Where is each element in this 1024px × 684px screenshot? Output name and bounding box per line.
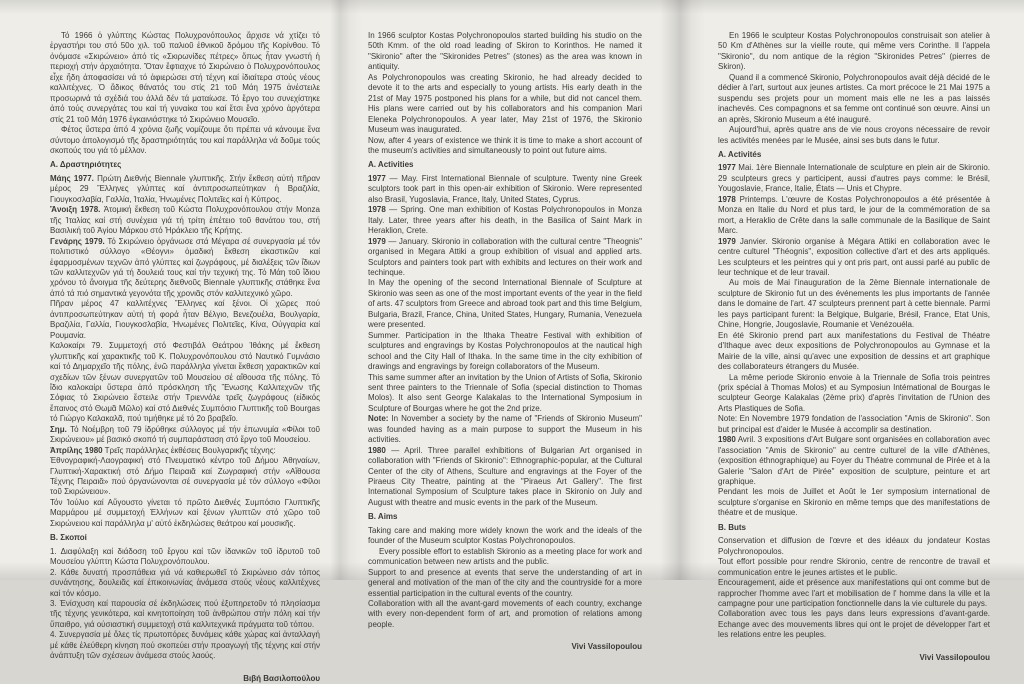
- paragraph-text: Every possible effort to establish Skironio as a meeting place for work and communication between new artists and the public.: [368, 546, 642, 567]
- paragraph-text: — January. Skironio in collaboration with the cultural centre "Theognis" organised in Megara Attiki a group exhibition of visual and applied arts. Sculptors and painters took part with exhibits and lectures on their work and techinque.: [368, 236, 642, 277]
- paragraph-text: Τό 1966 ὁ γλύπτης Κώστας Πολυχρονόπουλος ἄρχισε νά χτίζει τό ἐργαστήρι του στό 50ο χιλ. τοῦ παλιοῦ ἐθνικοῦ δρόμου τῆς Κορίνθου. Τό ὀνόμασε «Σκιρώνειο» ἀπό τίς «Σκιρωνίδες πέτρες» ὅπως ἦταν γνωστή ἡ περιοχή στήν ἀρχαιότητα. Ὅταν ἔφτιαχνε τό Σκιρώνειο ὁ Πολυχρονόπουλος εἶχε ἤδη ἀποφασίσει νά τό ἀφιερώσει στή τέχνη καί ἰδιαίτερα στούς νέους καλλιτέχνες. Ὁ ἄδικος θάνατός του στίς 21 τοῦ Μάη 1975 ἀνέστειλε προσωρινά τά σχέδιά του ἀλλά δέν τά ματαίωσε. Τό ἔργο του συνεχίστηκε ἀπό τούς συνεργάτες του καί τή γυναίκα του καί ἔτσι ἕνα χρόνο ἀργότερα στίς 21 τοῦ Μάη 1976 ἐγκαινιάστηκε τό Σκιρώνειο Μουσεῖο.: [50, 31, 320, 124]
- paragraph-text: Ἐθνογραφική-Λαογραφική στό Πνευματικό κέντρο τοῦ Δήμου Ἀθηναίων, Γλυπτική-Χαρακτική στό Δήμο Πειραιᾶ καί Ζωγραφική στήν «Αἴθουσα Τέχνης Πειραιᾶ» πού ὀργανώνονται σέ συνεργασία μέ τόν σύλλογο «Φίλοι τοῦ Σκιρώνειου».: [50, 456, 320, 497]
- paragraph: [718, 435, 990, 487]
- paragraph: [368, 174, 642, 205]
- author-signature: Βιβή Βασιλοπούλου: [243, 673, 320, 683]
- paragraph-lead: 1978: [368, 205, 386, 215]
- paragraph: [50, 599, 320, 630]
- paragraph: [718, 536, 990, 557]
- paragraph-text: Pendant les mois de Juillet et Août le 1er symposium international de sculpture s'organise en Skironio en même temps que des manifestations de théatre et de musique.: [718, 487, 990, 518]
- paragraph-lead: Ἀπρίλης 1980: [50, 445, 103, 455]
- section-heading: B. Buts: [718, 522, 746, 532]
- paragraph: [718, 278, 990, 330]
- paragraph-text: Support to and presence at events that serve the understanding of art in general and motivation of the man of the city and the countryside for a more essential participation in the cultural events of the country.: [368, 567, 642, 598]
- paragraph-lead: Μάης 1977.: [50, 173, 94, 183]
- paragraph: [368, 526, 642, 547]
- paragraph-lead: 1977: [368, 173, 386, 183]
- paragraph-text: 4. Συνεργασία μέ ὅλες τίς πρωτοπόρες δυνάμεις κάθε χώρας καί ἀνταλλαγή μέ κάθε ἐλεύθερη κίνηση πού σκοπεύει στήν προαγωγή τῆς τέχνης καί στήν ἀνάπτυξη τῶν σχέσεων ἀνάμεσα στούς λαούς.: [50, 630, 320, 661]
- paragraph-lead: 1977: [718, 163, 736, 173]
- paragraph: [50, 456, 320, 498]
- paragraph-text: This same summer after an invitation by the Union of Artists of Sofia, Skironio sent three painters to the Triennale of Sofia (special distinction to Thomas Molos). It also sent George Kalakalas to the International Symposium in Sculpture of Bourgas where he got the 2nd prize.: [368, 372, 642, 413]
- paragraph-text: Τρεῖς παράλληλες ἐκθέσεις Βουλγαρικῆς τέχνης:: [102, 445, 276, 455]
- paragraph: [368, 373, 642, 415]
- paragraph: [368, 31, 642, 73]
- paragraph-text: Aujourd'hui, après quatre ans de vie nous croyons nécessaire de revoir les activités menées par le Musée, ainsi ses buts dans le futur.: [718, 125, 990, 145]
- paragraph-text: Φέτος ὕστερα ἀπό 4 χρόνια ζωῆς νομίζουμε ὅτι πρέπει νά κάνουμε ἕνα σύντομο ἀπολογισμό τῆς δραστηριότητάς του καί παράλληλα νά δοῦμε τούς σκοπούς του γιά τό μέλλον.: [50, 125, 320, 155]
- paragraph: [718, 237, 990, 279]
- paragraph-text: Tout effort possible pour rendre Skironio, centre de rencontre de travail et communication entre le jeunes artistes et le public.: [718, 557, 990, 577]
- paragraph: [50, 630, 320, 661]
- paragraph-text: Note: En Novembre 1979 fondation de l'association "Amis de Skironio". Son but principal est d'aider le Musée à accomplir sa destination.: [718, 414, 990, 434]
- paragraph: [50, 31, 320, 125]
- paragraph-text: Au mois de Mai l'inauguration de la 2ème Biennale internationale de sculpture de Skironio fut un des événements les plus importants de l'année dans le domaine de l'art. 47 sculpteurs prennent part à cette biennale. Parmi les pays participant furent: la Belgique, Bulgarie, Brésil, France, Etat Unis, Chine, Hongrie, Jougoslavie, Roumanie et Venézouéla.: [718, 278, 990, 330]
- paragraph-text: Collaboration avec tous les pays dans leurs expressions d'avant-garde. Echange avec des mouvements libres qui ont le projet de développer l'art et les relations entre les peuples.: [718, 609, 990, 640]
- paragraph: [50, 568, 320, 599]
- paragraph-text: In 1966 sculptor Kostas Polychronopoulos started building his studio on the 50th Kmm. of the old road leading of Skiron to Korinthos. He named it "Skironio" after the "Skironides Petres" (stones) as the area was known in antiquity.: [368, 31, 642, 72]
- paragraph-text: Now, after 4 years of existence we think it is time to make a short account of the museum's activities and simultaneously to point out future aims.: [368, 135, 642, 155]
- paragraph-text: Printemps. L'œuvre de Kostas Polychronopoulos a été présentée à Monza en Italie du Nord et plus tard, le jour de la commémoration de sa mort, a Heraklio de Crête dans la salle communale de la Basilique de Saint Marc.: [718, 194, 990, 236]
- author-signature: Vivi Vassilopoulou: [919, 652, 990, 662]
- paragraph-text: Ἀτομική ἔκθεση τοῦ Κώστα Πολυχρονόπουλου στήν Monza τῆς Ἰταλίας καί στή συνέχεια γιά τή τρίτη ἐπέτειο τοῦ θανάτου του, στή Βασιλική τοῦ Ἁγίου Μάρκου στό Ἡράκλειο τῆς Κρήτης.: [50, 205, 320, 236]
- paragraph-text: As Polychronopoulos was creating Skironio, he had already decided to devote it to the arts and especially to young artists. His early death in the 21st of May 1975 postponed his plans for a while, but did not cancel them. His plans were carried out by his collaborators and his companion Mari Eleneka Polychronopoulos. A year later, May 21st of 1976, the Skironio Museum was inaugurated.: [368, 72, 642, 135]
- paragraph-text: En été Skironio prend part aux manifestations du Festival de Théatre d'Ithaque avec deux expositions de Polychronopoulos au Gymnase et la Mairie de la ville, ainsi qu'avec une exposition de dessins et art graphique des collaborateurs étrangers du Musée.: [718, 330, 990, 372]
- paragraph-text: Collaboration with all the avant-gard movements of each country, exchange with every non-dependent form of art, and promotion of relations among people.: [368, 599, 642, 629]
- paragraph: [50, 125, 320, 156]
- paragraph-text: Quand il a commencé Skironio, Polychronopoulos avait déjà décidé de le dédier à l'art, surtout aux jeunes artistes. Ca mort précoce le 21 Mai 1975 a suspendu ses projets pour un moment mais elle ne les a pas laissés inachevés. Ces compagnons et sa femme ont continué son œuvre. Ainsi un an après, Skironio Museum a été inauguré.: [718, 72, 990, 124]
- paragraph: [718, 73, 990, 125]
- paragraph-text: — May. First International Biennale of sculpture. Twenty nine Greek sculptors took part in this open-air exhibition of Skironio. Were represented also Brasil, Yugoslavia, France, Italy, United States, Cyprus.: [368, 173, 642, 204]
- paragraph: [718, 31, 990, 73]
- paragraph: [368, 568, 642, 599]
- paragraph: [718, 557, 990, 578]
- paragraph-text: — Spring. One man exhibition of Kostas Polychronopoulos in Monza Italy. Later, three years after his death, in the Basilica of Saint Mark in Heraklion, Crete.: [368, 205, 642, 236]
- paragraph-text: 2. Κάθε δυνατή προσπάθεια γιά νά καθιερωθεῖ τό Σκιρώνειο σάν τόπος συνάντησης, δουλειᾶς καί ἐπικοινωνίας ἀνάμεσα στούς νέους καλλιτέχνες καί τόν κόσμο.: [50, 567, 320, 598]
- paragraph-lead: Σημ.: [50, 424, 67, 434]
- english-column: [368, 31, 642, 653]
- paragraph: [50, 205, 320, 236]
- paragraph: [368, 331, 642, 373]
- paragraph-lead: 1979: [718, 236, 736, 246]
- paragraph-lead: 1980: [718, 435, 736, 445]
- paragraph: [368, 414, 642, 445]
- paragraph: [718, 195, 990, 237]
- paragraph-text: Τό Νοέμβρη τοῦ 79 ἱδρύθηκε σύλλογος μέ τήν ἐπωνυμία «Φίλοι τοῦ Σκιρώνειου» μέ βασικό σκοπό τή συμπαράσταση στό ἔργο τοῦ Μουσείου.: [50, 424, 320, 445]
- paragraph: [718, 331, 990, 373]
- paragraph-text: En 1966 le sculpteur Kostas Polychronopoulos construisait son atelier à 50 Km d'Athènes sur la vieille route, qui même vers Corinthe. Il l'appela "Skironio", du nom antique de la région "Skironides Petres" (pierres de Skiron).: [718, 31, 990, 72]
- paragraph-lead: 1979: [368, 236, 386, 246]
- paragraph-text: Καλοκαίρι 79. Συμμετοχή στό Φεστιβάλ Θεάτρου Ἰθάκης μέ ἔκθεση γλυπτικῆς καί χαρακτικῆς τοῦ Κ. Πολυχρονόπουλου στό Ναυτικό Γυμνάσιο καί τό Δημαρχεῖο τῆς πόλης, ἐνῶ παράλληλα γίνεται ἔκθεση χαρακτικῶν καί σχεδίων τῶν ξένων συνεργατῶν τοῦ Μουσείου σέ αἴθουσα τῆς πόλης. Τό ἴδιο καλοκαίρι ὕστερα ἀπό πρόσκληση τῆς Ἕνωσης Καλλιτεχνῶν τῆς Σόφιας τό Σκιρώνειο ἔστειλε στήν Τριεννάλε τρεῖς ζωγράφους (εἰδικός ἔπαινος στό Θωμᾶ Μῶλο) καί στό Διεθνές Συμπόσιο Γλυπτικῆς τοῦ Bourgas τό Γιώργο Καλακαλᾶ, πού τιμήθηκε μέ τό 2ο βραβεῖο.: [50, 341, 320, 424]
- paragraph: [50, 341, 320, 425]
- paragraph: [50, 446, 320, 456]
- paragraph: [718, 578, 990, 609]
- paragraph-lead: Note:: [368, 414, 389, 424]
- paragraph-text: Conservation et diffusion de l'œvre et des idéaux du jondateur Kostas Polychronopoulos.: [718, 536, 990, 556]
- paragraph-lead: 1980: [368, 445, 386, 455]
- paragraph: [718, 414, 990, 435]
- paragraph-text: Janvier. Skironio organise à Mégara Attiki en collaboration avec le centre culturel "Théognis", exposition collective d'art et des arts appliqués. Les sculpteurs et les peintres qui y ont pris part, ont aussi parlé au public de leur technique et de leur travail.: [718, 236, 990, 277]
- paragraph-text: Summer. Participation in the Ithaka Theatre Festival with exhibition of sculptures and engravings by Kostas Polychronopoulos at the nautical high school and the City Hall of Ithaka. In the same time in the city exhibition of drawings and engravings by foreign collaborators of the Museum.: [368, 330, 642, 372]
- paragraph-text: In May the opening of the second International Biennale of Sculpture at Skironio was seen as one of the most important events of the year in the field of arts. 47 sculptors from Greece and abroad took part and this time Belgium, Bulgaria, Brazil, France, China, United States, Hungary, Rumania, Venezuela were presented.: [368, 278, 642, 330]
- paragraph: [718, 487, 990, 518]
- paragraph: [368, 136, 642, 157]
- paragraph-text: Τό Σκιρώνειο ὀργάνωσε στά Μέγαρα σέ συνεργασία μέ τόν πολιτιστικό σύλλογο «Θέογνι» ὁμαδική ἔκθεση εἰκαστικῶν καί ἐφαρμοσμένων τεχνῶν ἀπό γλύπτες καί ζωγράφους, μέ διαλέξεις τῶν ἴδιων τῶν καλλιτεχνῶν γιά τή δουλειά τους καί τήν τεχνική της. Τό Μάη τοῦ ἴδιου χρόνου τό ἄνοιγμα τῆς δεύτερης διεθνοῦς Biennale γλυπτικῆς στάθηκε ἕνα ἀπό τά πιό σημαντικά γεγονότα τῆς χρονιᾶς στόν καλλιτεχνικό χῶρο.: [50, 236, 321, 298]
- section-heading: Β. Σκοποί: [50, 533, 87, 543]
- paragraph-text: — April. Three parallel exhibitions of Bulgarian Art organised in collaboration with "Friends of Skironio": Ethnographic-popular, at the Cultural Center of the city of Athens, Sculture and engravings at the Foyer of the Piraeus City Theatre, painting at the "Piraeus Art Gallery". The first International Symposium of Sculpture takes place in Skironio on July and August with theatre and music events in the park of the Museum.: [368, 445, 642, 507]
- paragraph-text: 3. Ἐνίσχυση καί παρουσία σέ ἐκδηλώσεις πού ἐξυπηρετοῦν τό πλησίασμα τῆς τέχνης γενικότερα, καί κινητοποίηση τοῦ ἀνθρώπου στήν πόλη καί τήν ὕπαιθρο, γιά οὐσιαστική συμμετοχή στά καλλιτεχνικά πράγματα τοῦ τόπου.: [50, 599, 320, 629]
- paragraph-text: 1. Διαφύλαξη καί διάδοση τοῦ ἔργου καί τῶν ἰδανικῶν τοῦ ἱδρυτοῦ τοῦ Μουσείου γλύπτη Κώστα Πολυχρονόπουλου.: [50, 546, 320, 567]
- paragraph-lead: Γενάρης 1979.: [50, 236, 105, 246]
- author-signature: Vivi Vassilopoulou: [571, 642, 642, 652]
- paragraph: [368, 237, 642, 279]
- paragraph-text: Πρώτη Διεθνής Biennale γλυπτικῆς. Στήν ἔκθεση αὐτή πῆραν μέρος 29 Ἕλληνες γλύπτες καί ἀντιπροσωπεύτηκαν ἡ Βραζιλία, Γιουγκοσλαβία, Γαλλία, Ἰταλία, Ἡνωμένες Πολιτεῖες καί ἡ Κύπρος.: [50, 173, 320, 204]
- paragraph: [718, 373, 990, 415]
- paragraph-text: Πῆραν μέρος 47 καλλιτέχνες Ἕλληνες καί ξένοι. Οἱ χῶρες πού ἀντιπροσωπεύτηκαν αὐτή τή φορά ἦταν Βέλγιο, Βενεζουέλα, Βουλγαρία, Βραζιλία, Γαλλία, Γιουγκοσλαβία, Ἡνωμένες Πολιτεῖες, Κίνα, Οὐγγαρία καί Ρουμανία.: [50, 299, 320, 340]
- paragraph-text: Taking care and making more widely known the work and the ideals of the founder of the Museum sculptor Kostas Polychronopoulos.: [368, 525, 642, 546]
- paragraph: [50, 547, 320, 568]
- section-heading: A. Activités: [718, 149, 762, 159]
- french-column: [718, 31, 990, 663]
- paragraph-text: Avril. 3 expositions d'Art Bulgare sont organisées en collaboration avec l'association "Amis de Skironio" au centre culturel de la ville d'Athènes, (exposition éthnographique) au Foyer du Théatre communal de Pirée et à la Galerie "Salon d'Art de Pirée" exposition de sculpture, peinture et art graphique.: [718, 435, 990, 487]
- paragraph-text: Mai. 1ère Biennale Internationale de sculpture en plein air de Skironio. 29 sculpteurs grecs y participent, aussi d'autres pays comme: le Brésil, Yougoslavie, France, Italie, États — Unis et Chypre.: [718, 163, 990, 194]
- paragraph-lead: 1978: [718, 194, 736, 204]
- paragraph: [50, 425, 320, 446]
- paragraph: [718, 163, 990, 194]
- section-heading: B. Aims: [368, 512, 398, 522]
- paragraph: [718, 609, 990, 640]
- section-heading: Α. Δραστηριότητες: [50, 160, 122, 170]
- paragraph: [368, 446, 642, 509]
- paragraph: [50, 299, 320, 341]
- paragraph: [50, 174, 320, 205]
- paragraph: [368, 73, 642, 136]
- paragraph: [368, 599, 642, 630]
- paragraph-text: La même periode Skironio envoie à la Triennale de Sofia trois peintres (prix spécial à Thomas Molos) et au Symposiun Intémational de Bourgas le sculpteur George Kalakalas (2ème prix) d'après l'invitation de l'Union des Arts Plastiques de Sofia.: [718, 372, 990, 413]
- paragraph: [50, 237, 320, 300]
- paragraph: [718, 125, 990, 146]
- paragraph: [368, 547, 642, 568]
- greek-column: [50, 31, 320, 684]
- paragraph: [50, 498, 320, 529]
- paragraph-text: Encouragement, aide et présence aux manifestations qui ont comme but de rapprocher l'homme avec l'art et mobilisation de l' homme dans la ville et la campagne pour une participation fonctionnelle dans la vie culturele du pays.: [718, 578, 990, 609]
- paragraph-lead: Ἄνοιξη 1978.: [50, 205, 101, 215]
- paragraph-text: Τόν Ἰούλιο καί Αὔγουστο γίνεται τό πρῶτο Διεθνές Συμπόσιο Γλυπτικῆς Μαρμάρου μέ συμμετοχή Ἑλλήνων καί ξένων γλυπτῶν στό χῶρο τοῦ Σκιρώνειου καί παράλληλα μ' αὐτό ἐκδηλώσεις θεάτρου καί μουσικῆς.: [50, 497, 320, 528]
- paragraph: [368, 205, 642, 236]
- paragraph-text: In November a society by the name of "Friends of Skironio Museum" was founded having as a main purpose to support the Museum in his activities.: [368, 414, 642, 445]
- section-heading: A. Activities: [368, 160, 414, 170]
- paragraph: [368, 278, 642, 330]
